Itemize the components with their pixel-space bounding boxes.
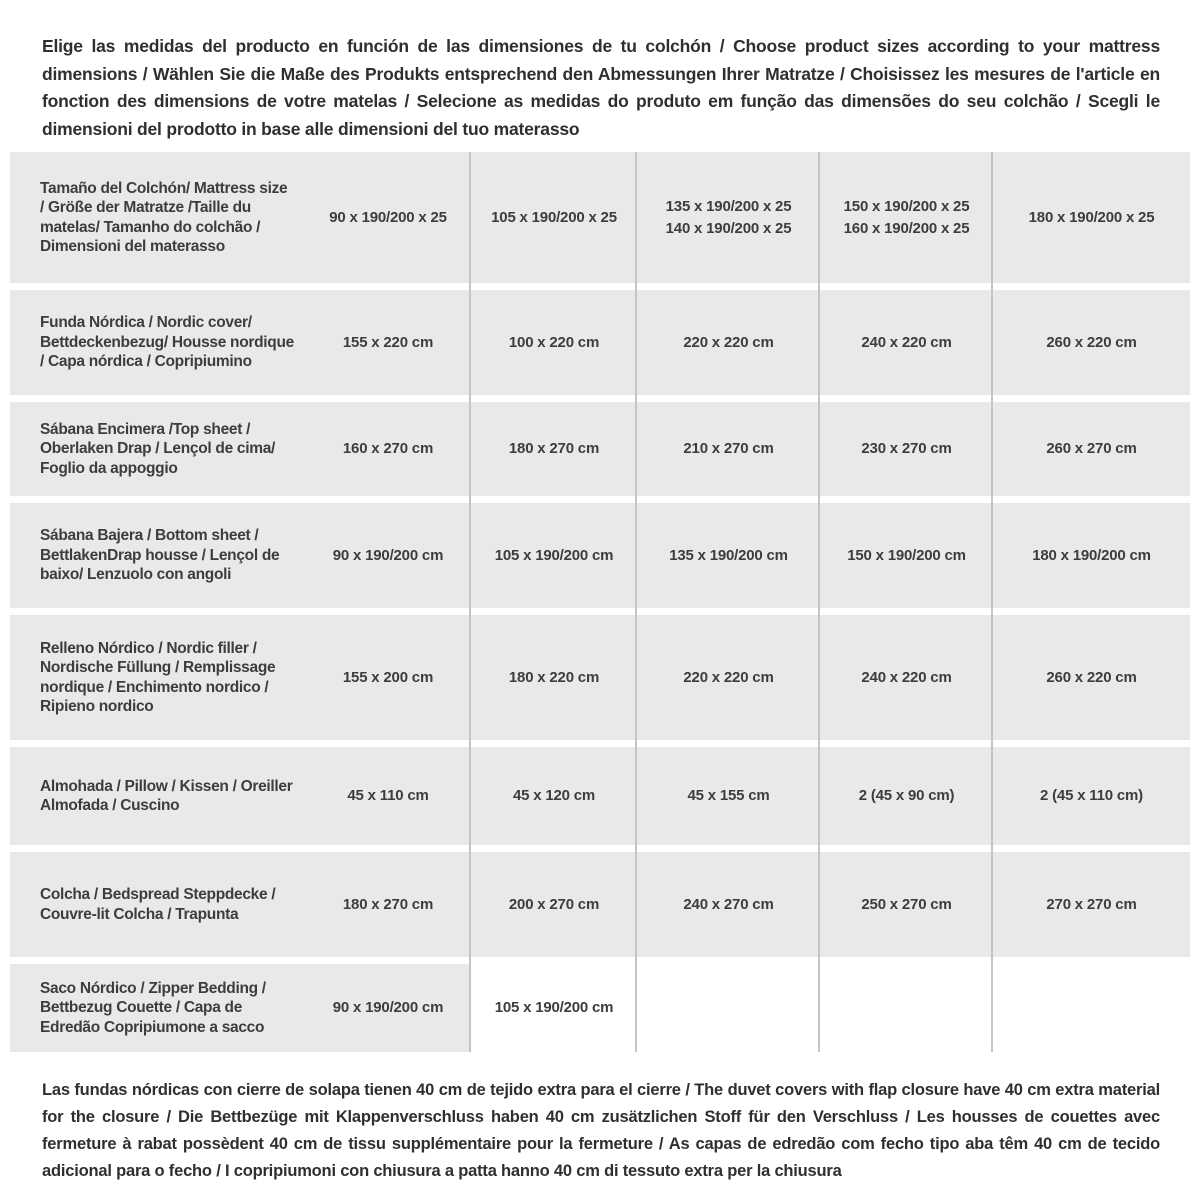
value-cell bbox=[637, 964, 820, 1052]
value-cell bbox=[993, 852, 1190, 957]
value-line: 90 x 190/200 x 25 bbox=[329, 208, 447, 226]
value-line: 260 x 220 cm bbox=[1046, 333, 1137, 351]
value-cell bbox=[471, 402, 637, 496]
table-row-mattress-size-header bbox=[10, 152, 1190, 283]
value-cell bbox=[637, 402, 820, 496]
column-separator bbox=[635, 152, 637, 1052]
table-row-nordic-cover bbox=[10, 290, 1190, 395]
value-cell bbox=[305, 402, 471, 496]
column-separator bbox=[818, 152, 820, 1052]
table-row-bedspread bbox=[10, 852, 1190, 957]
value-cell bbox=[471, 747, 637, 845]
value-line: 140 x 190/200 x 25 bbox=[665, 219, 792, 237]
value-cell bbox=[637, 152, 820, 283]
value-line: 180 x 270 cm bbox=[342, 895, 434, 913]
value-line: 260 x 220 cm bbox=[1046, 668, 1137, 686]
column-separator bbox=[991, 152, 993, 1052]
value-cell bbox=[993, 964, 1190, 1052]
row-label-nordic-filler: Relleno Nórdico / Nordic filler / Nordische Füllung / Remplissage nordique / Enchimento nordico / Ripieno nordico bbox=[10, 615, 305, 740]
value-cell bbox=[471, 964, 637, 1052]
value-line: 180 x 190/200 x 25 bbox=[1028, 208, 1155, 226]
value-cell bbox=[637, 615, 820, 740]
value-cell bbox=[993, 402, 1190, 496]
value-cell bbox=[305, 615, 471, 740]
intro-text: Elige las medidas del producto en función de las dimensiones de tu colchón / Choose product sizes according to your mattress dimensions / Wählen Sie die Maße des Produkts entsprechend den Abmessungen Ihrer Matratze / Choisissez les mesures de l'article en fonction des dimensions de votre matelas / Selecione as medidas do produto em função das dimensões do seu colchão / Scegli le dimensioni del prodotto in base alle dimensioni del tuo materasso bbox=[42, 36, 1160, 139]
value-line: 135 x 190/200 cm bbox=[669, 546, 788, 564]
row-label-pillow: Almohada / Pillow / Kissen / Oreiller Almofada / Cuscino bbox=[10, 747, 305, 845]
value-cell bbox=[305, 747, 471, 845]
value-cell bbox=[637, 747, 820, 845]
size-table bbox=[10, 152, 1190, 1052]
value-line: 45 x 110 cm bbox=[347, 787, 429, 804]
table-row-top-sheet bbox=[10, 402, 1190, 496]
value-line: 270 x 270 cm bbox=[1046, 895, 1137, 913]
size-table-rows bbox=[10, 152, 1190, 1052]
row-label-top-sheet: Sábana Encimera /Top sheet / Oberlaken Drap / Lençol de cima/ Foglio da appoggio bbox=[10, 402, 305, 496]
value-line: 105 x 190/200 cm bbox=[494, 546, 614, 564]
value-line: 100 x 220 cm bbox=[508, 333, 600, 351]
value-line: 230 x 270 cm bbox=[861, 440, 952, 457]
value-line: 2 (45 x 90 cm) bbox=[858, 787, 955, 804]
value-line: 90 x 190/200 cm bbox=[332, 546, 444, 564]
value-line: 160 x 270 cm bbox=[342, 440, 434, 457]
value-cell bbox=[471, 290, 637, 395]
value-cell bbox=[471, 615, 637, 740]
column-separator bbox=[469, 152, 471, 1052]
value-cell bbox=[820, 964, 993, 1052]
value-line: 240 x 220 cm bbox=[861, 668, 952, 686]
table-row-nordic-filler bbox=[10, 615, 1190, 740]
value-line: 250 x 270 cm bbox=[861, 895, 952, 913]
value-line: 105 x 190/200 cm bbox=[494, 999, 614, 1016]
value-cell bbox=[820, 615, 993, 740]
value-line: 155 x 220 cm bbox=[342, 333, 434, 351]
value-line: 200 x 270 cm bbox=[508, 895, 600, 913]
value-cell bbox=[305, 852, 471, 957]
value-cell bbox=[471, 152, 637, 283]
table-row-bottom-sheet bbox=[10, 503, 1190, 608]
table-row-zipper-bedding bbox=[10, 964, 1190, 1052]
value-cell bbox=[471, 852, 637, 957]
row-label-mattress-size-header: Tamaño del Colchón/ Mattress size / Größe der Matratze /Taille du matelas/ Tamanho do colchão / Dimensioni del materasso bbox=[10, 152, 305, 283]
value-line: 180 x 270 cm bbox=[508, 440, 600, 457]
value-line: 90 x 190/200 cm bbox=[332, 999, 444, 1016]
value-cell bbox=[993, 503, 1190, 608]
value-cell bbox=[637, 503, 820, 608]
value-cell bbox=[305, 152, 471, 283]
value-cell bbox=[820, 503, 993, 608]
value-cell bbox=[820, 852, 993, 957]
footnote-text: Las fundas nórdicas con cierre de solapa tienen 40 cm de tejido extra para el cierre / The duvet covers with flap closure have 40 cm extra material for the closure / Die Bettbezüge mit Klappenverschluss haben 40 cm zusätzlichen Stoff für den Verschluss / Les housses de couettes avec fermeture à rabat possèdent 40 cm de tissu supplémentaire pour la fermeture / As capas de edredão com fecho tipo aba têm 40 cm de tecido adicional para o fecho / I copripiumoni con chiusura a patta hanno 40 cm di tessuto extra per la chiusura bbox=[42, 1081, 1160, 1180]
value-cell bbox=[471, 503, 637, 608]
value-line: 240 x 270 cm bbox=[683, 895, 774, 913]
value-cell bbox=[820, 747, 993, 845]
value-line: 240 x 220 cm bbox=[861, 333, 952, 351]
value-line: 155 x 200 cm bbox=[342, 668, 434, 686]
value-cell bbox=[637, 290, 820, 395]
value-cell bbox=[305, 964, 471, 1052]
value-line: 45 x 120 cm bbox=[512, 787, 596, 804]
value-line: 150 x 190/200 cm bbox=[847, 546, 966, 564]
row-label-nordic-cover: Funda Nórdica / Nordic cover/ Bettdeckenbezug/ Housse nordique / Capa nórdica / Copripiumino bbox=[10, 290, 305, 395]
value-cell bbox=[993, 615, 1190, 740]
value-line: 2 (45 x 110 cm) bbox=[1040, 787, 1143, 804]
value-cell bbox=[637, 852, 820, 957]
value-line: 180 x 220 cm bbox=[508, 668, 600, 686]
value-cell bbox=[820, 402, 993, 496]
value-line: 150 x 190/200 x 25 bbox=[843, 197, 970, 215]
value-line: 220 x 220 cm bbox=[683, 333, 774, 351]
value-line: 260 x 270 cm bbox=[1046, 440, 1137, 457]
table-row-pillow bbox=[10, 747, 1190, 845]
value-line: 105 x 190/200 x 25 bbox=[491, 208, 617, 226]
row-label-bedspread: Colcha / Bedspread Steppdecke / Couvre-lit Colcha / Trapunta bbox=[10, 852, 305, 957]
value-cell bbox=[993, 290, 1190, 395]
value-cell bbox=[305, 503, 471, 608]
value-line: 160 x 190/200 x 25 bbox=[843, 219, 970, 237]
row-label-zipper-bedding: Saco Nórdico / Zipper Bedding / Bettbezug Couette / Capa de Edredão Copripiumone a sacco bbox=[10, 964, 305, 1052]
value-cell bbox=[993, 152, 1190, 283]
value-cell bbox=[993, 747, 1190, 845]
value-cell bbox=[820, 152, 993, 283]
value-line: 210 x 270 cm bbox=[683, 440, 774, 457]
value-cell bbox=[820, 290, 993, 395]
value-line: 180 x 190/200 cm bbox=[1032, 546, 1151, 564]
row-label-bottom-sheet: Sábana Bajera / Bottom sheet / BettlakenDrap housse / Lençol de baixo/ Lenzuolo con angoli bbox=[10, 503, 305, 608]
value-line: 220 x 220 cm bbox=[683, 668, 774, 686]
value-cell bbox=[305, 290, 471, 395]
value-line: 135 x 190/200 x 25 bbox=[665, 197, 792, 215]
value-line: 45 x 155 cm bbox=[687, 787, 770, 804]
